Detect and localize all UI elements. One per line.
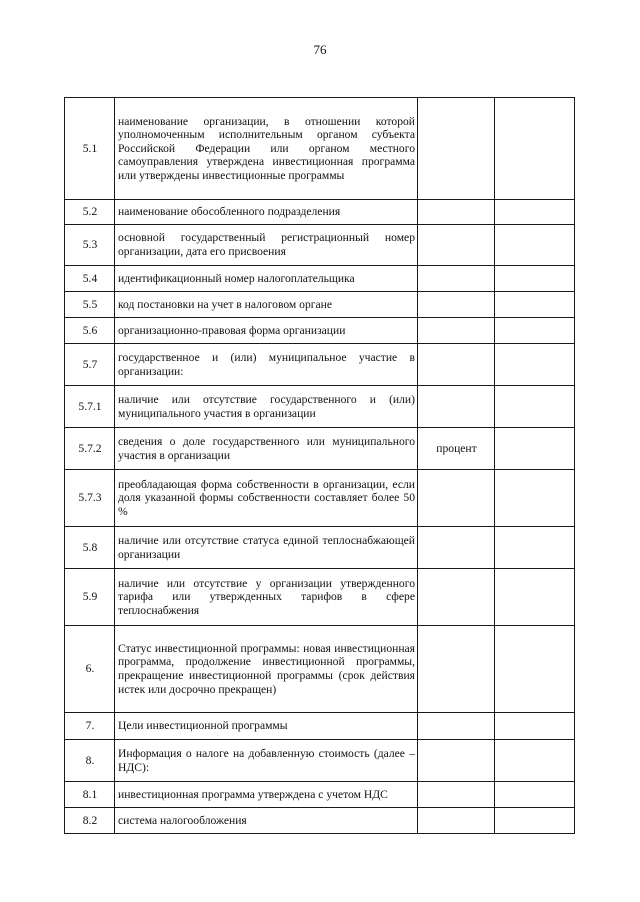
row-value xyxy=(495,782,575,808)
row-description: организационно-правовая форма организации xyxy=(115,318,418,344)
row-value xyxy=(495,470,575,527)
row-description: код постановки на учет в налоговом органе xyxy=(115,292,418,318)
row-description: система налогообложения xyxy=(115,808,418,834)
row-number: 8.1 xyxy=(65,782,115,808)
row-unit xyxy=(418,318,495,344)
row-value xyxy=(495,569,575,626)
row-unit xyxy=(418,98,495,200)
table-row xyxy=(65,318,575,344)
table-row xyxy=(65,782,575,808)
row-number: 5.7 xyxy=(65,344,115,386)
table-row xyxy=(65,386,575,428)
row-value xyxy=(495,200,575,225)
table-row xyxy=(65,428,575,470)
table-row xyxy=(65,808,575,834)
row-unit xyxy=(418,292,495,318)
row-number: 5.7.2 xyxy=(65,428,115,470)
row-description: наименование обособленного подразделения xyxy=(115,200,418,225)
table-row xyxy=(65,470,575,527)
row-description: инвестиционная программа утверждена с учетом НДС xyxy=(115,782,418,808)
table-row xyxy=(65,713,575,740)
table-row xyxy=(65,292,575,318)
row-number: 5.4 xyxy=(65,266,115,292)
table-row xyxy=(65,98,575,200)
row-value xyxy=(495,225,575,266)
row-description: наличие или отсутствие у организации утвержденного тарифа или утвержденных тарифов в сфере теплоснабжения xyxy=(115,569,418,626)
table-row xyxy=(65,569,575,626)
row-value xyxy=(495,266,575,292)
row-unit xyxy=(418,808,495,834)
row-unit xyxy=(418,782,495,808)
row-description: наличие или отсутствие статуса единой теплоснабжающей организации xyxy=(115,527,418,569)
form-table xyxy=(64,97,575,834)
row-number: 5.6 xyxy=(65,318,115,344)
row-value xyxy=(495,626,575,713)
row-unit xyxy=(418,200,495,225)
row-description: Информация о налоге на добавленную стоимость (далее – НДС): xyxy=(115,740,418,782)
row-value xyxy=(495,318,575,344)
row-value xyxy=(495,527,575,569)
row-unit xyxy=(418,713,495,740)
table-row xyxy=(65,626,575,713)
row-unit xyxy=(418,386,495,428)
table-row xyxy=(65,740,575,782)
row-unit xyxy=(418,569,495,626)
row-unit: процент xyxy=(418,428,495,470)
row-number: 5.5 xyxy=(65,292,115,318)
row-number: 5.1 xyxy=(65,98,115,200)
row-number: 5.7.1 xyxy=(65,386,115,428)
row-unit xyxy=(418,225,495,266)
row-value xyxy=(495,344,575,386)
row-description: наименование организации, в отношении которой уполномоченным исполнительным органом субъекта Российской Федерации или органом местного самоуправления утверждена инвестиционная программа или утверждены инвестиционные программы xyxy=(115,98,418,200)
row-number: 8. xyxy=(65,740,115,782)
row-unit xyxy=(418,344,495,386)
table-row xyxy=(65,266,575,292)
row-number: 5.7.3 xyxy=(65,470,115,527)
table-row xyxy=(65,200,575,225)
row-description: наличие или отсутствие государственного и (или) муниципального участия в организации xyxy=(115,386,418,428)
row-value xyxy=(495,740,575,782)
row-unit xyxy=(418,527,495,569)
row-value xyxy=(495,713,575,740)
row-number: 7. xyxy=(65,713,115,740)
row-description: преобладающая форма собственности в организации, если доля указанной формы собственности составляет более 50 % xyxy=(115,470,418,527)
row-description: идентификационный номер налогоплательщика xyxy=(115,266,418,292)
row-description: государственное и (или) муниципальное участие в организации: xyxy=(115,344,418,386)
row-value xyxy=(495,808,575,834)
row-description: основной государственный регистрационный номер организации, дата его присвоения xyxy=(115,225,418,266)
row-description: сведения о доле государственного или муниципального участия в организации xyxy=(115,428,418,470)
table-row xyxy=(65,344,575,386)
row-value xyxy=(495,428,575,470)
row-number: 5.9 xyxy=(65,569,115,626)
row-value xyxy=(495,386,575,428)
table-row xyxy=(65,225,575,266)
row-number: 5.3 xyxy=(65,225,115,266)
row-number: 6. xyxy=(65,626,115,713)
row-unit xyxy=(418,266,495,292)
row-description: Цели инвестиционной программы xyxy=(115,713,418,740)
row-unit xyxy=(418,740,495,782)
row-number: 5.2 xyxy=(65,200,115,225)
row-number: 8.2 xyxy=(65,808,115,834)
row-number: 5.8 xyxy=(65,527,115,569)
page-number: 76 xyxy=(313,42,327,57)
row-unit xyxy=(418,470,495,527)
row-description: Статус инвестиционной программы: новая инвестиционная программа, продолжение инвестиционной программы, прекращение инвестиционной программы (срок действия истек или досрочно прекращен) xyxy=(115,626,418,713)
row-value xyxy=(495,292,575,318)
row-value xyxy=(495,98,575,200)
table-row xyxy=(65,527,575,569)
row-unit xyxy=(418,626,495,713)
